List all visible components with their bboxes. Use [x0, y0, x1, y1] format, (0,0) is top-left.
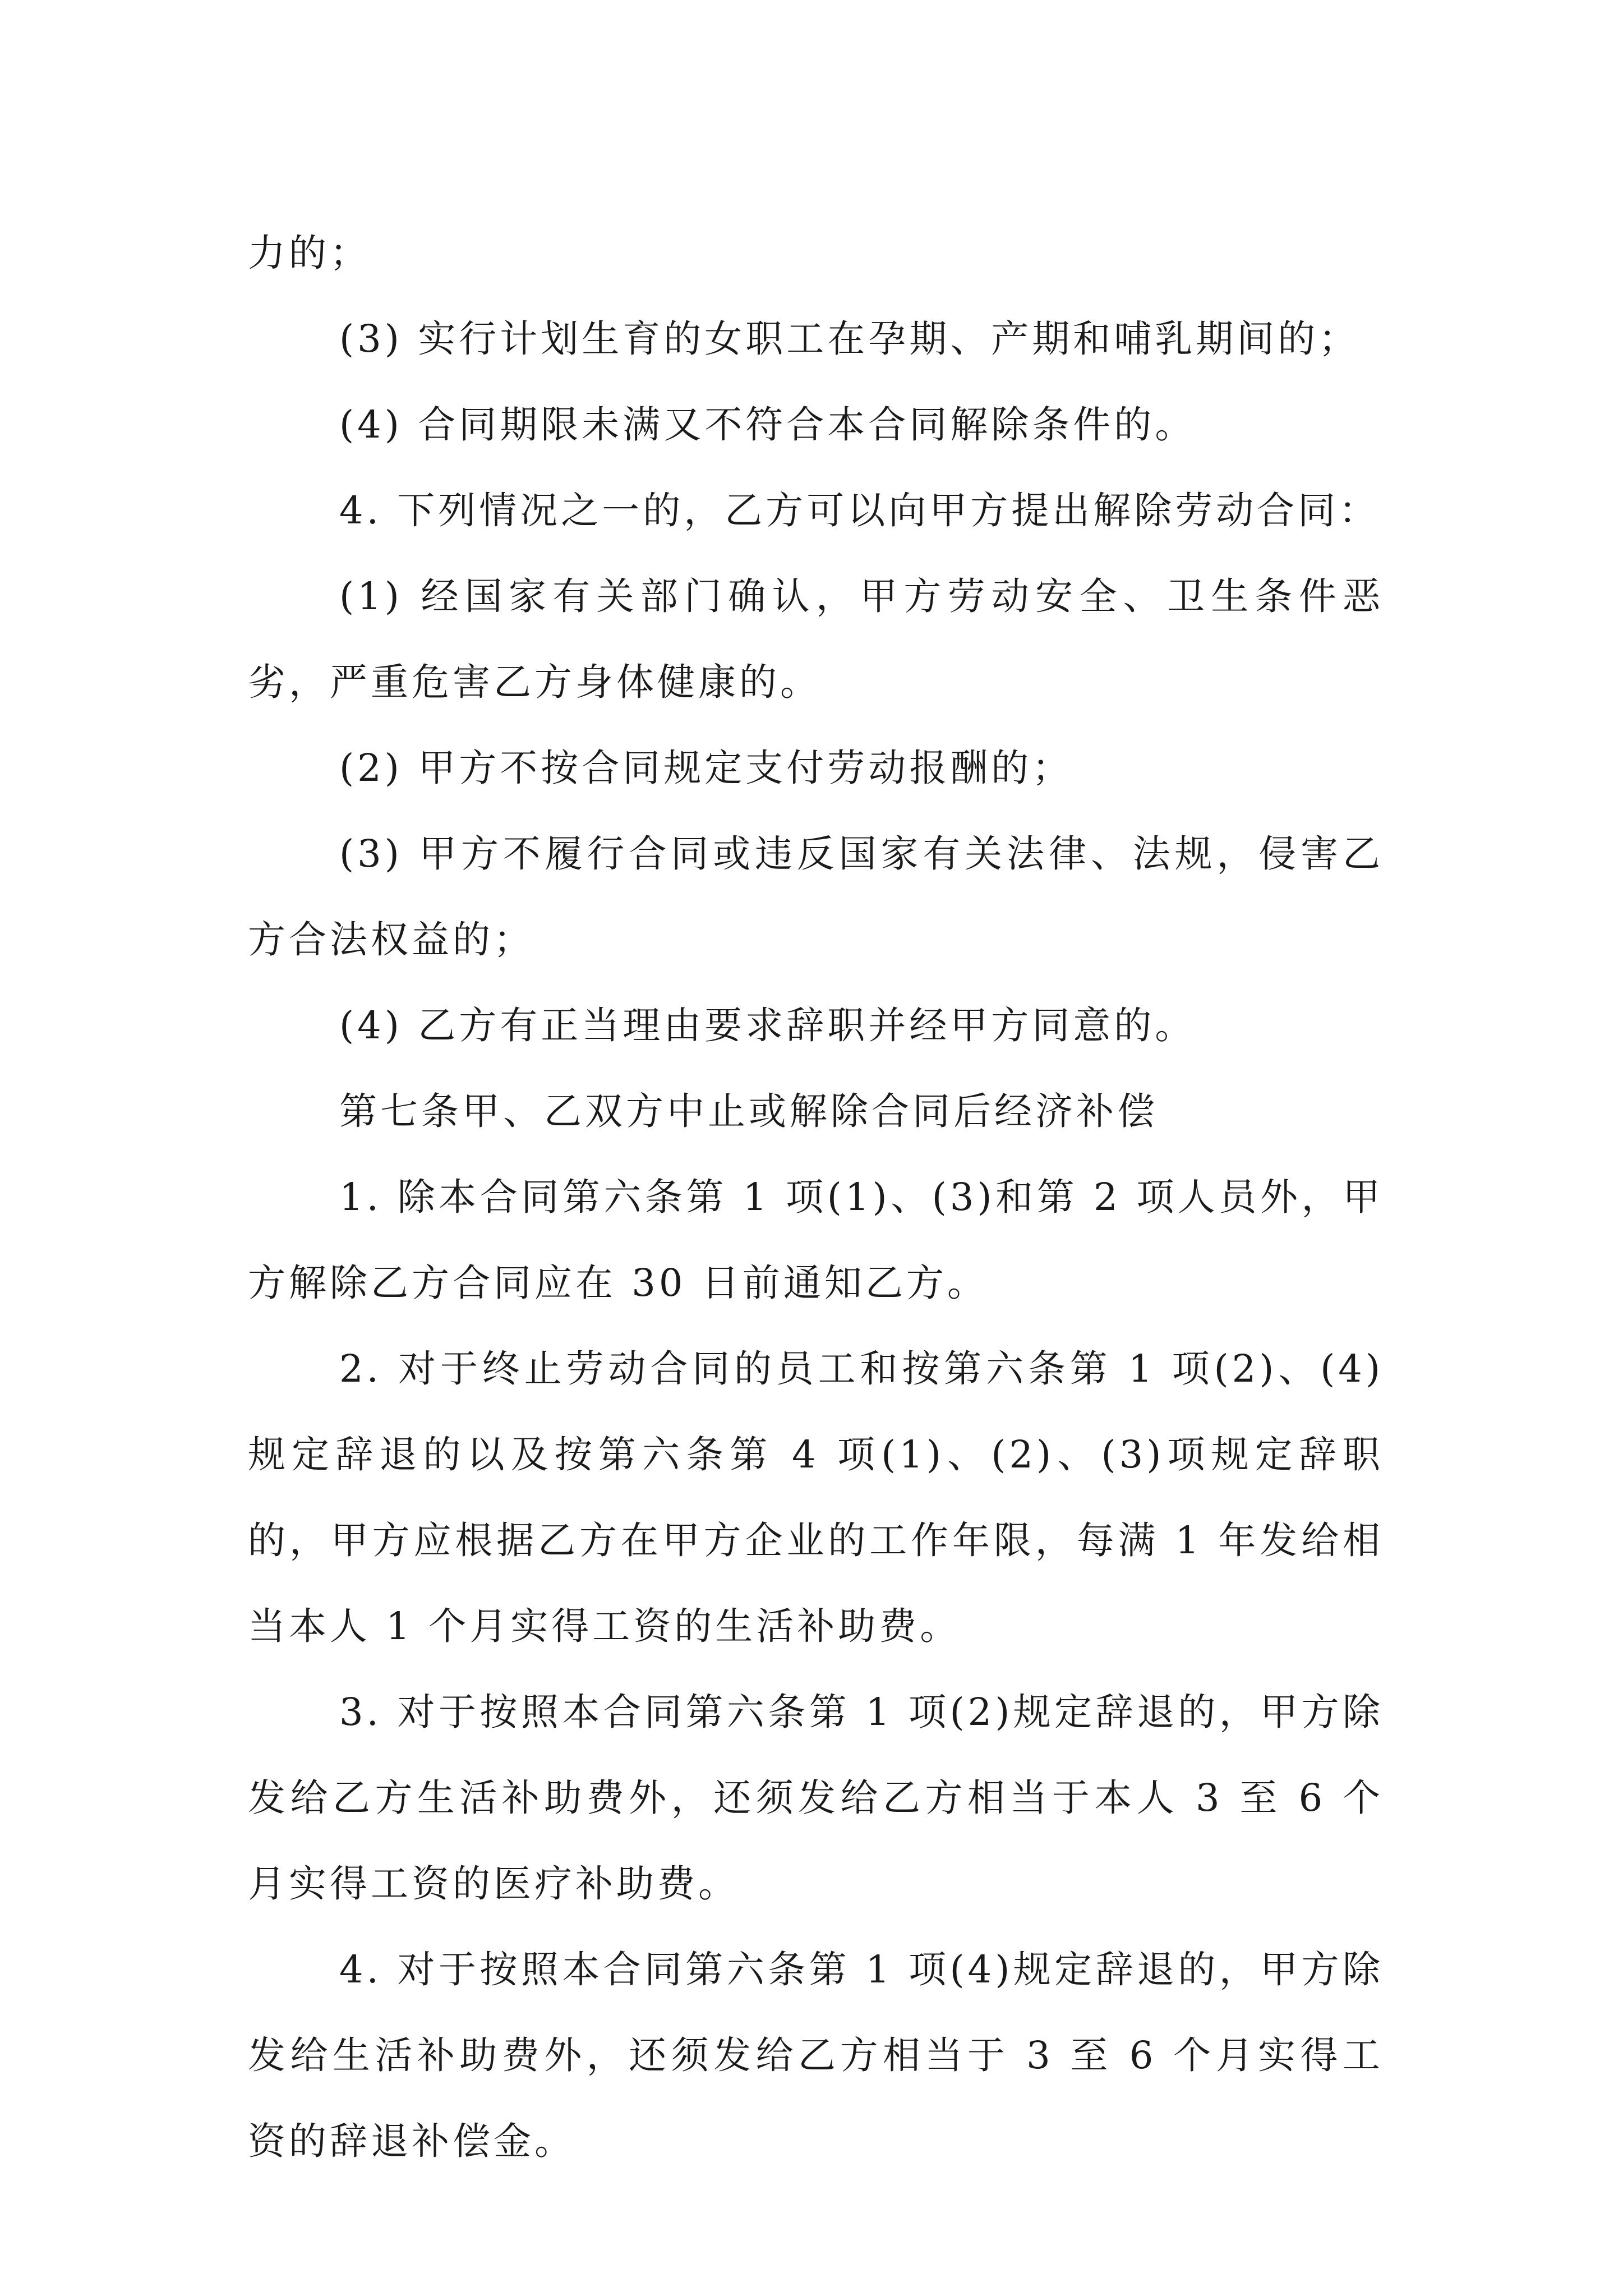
paragraph: (2) 甲方不按合同规定支付劳动报酬的； [339, 746, 1073, 790]
paragraph: 4. 对于按照本合同第六条第 1 项(4)规定辞退的，甲方除发给生活补助费外，还须发给乙方相当于 3 至 6 个月实得工资的辞退补偿金。 [248, 1948, 1384, 2163]
paragraph: (4) 合同期限未满又不符合本合同解除条件的。 [339, 403, 1196, 447]
paragraph: 2. 对于终止劳动合同的员工和按第六条第 1 项(2)、(4)规定辞退的以及按第六条第 4 项(1)、(2)、(3)项规定辞职的，甲方应根据乙方在甲方企业的工作年限，每满 1 年发给相当本人 1 个月实得工资的生活补助费。 [248, 1347, 1384, 1648]
document-body [248, 210, 1384, 2184]
paragraph: 4. 下列情况之一的，乙方可以向甲方提出解除劳动合同： [339, 489, 1380, 532]
paragraph: (3) 实行计划生育的女职工在孕期、产期和哺乳期间的； [339, 317, 1360, 361]
paragraph: (1) 经国家有关部门确认，甲方劳动安全、卫生条件恶劣，严重危害乙方身体健康的。 [248, 574, 1384, 704]
paragraph: 1. 除本合同第六条第 1 项(1)、(3)和第 2 项人员外，甲方解除乙方合同应在 30 日前通知乙方。 [248, 1175, 1384, 1305]
section-heading: 第七条甲、乙双方中止或解除合同后经济补偿 [339, 1089, 1158, 1133]
paragraph: (4) 乙方有正当理由要求辞职并经甲方同意的。 [339, 1004, 1196, 1047]
paragraph: (3) 甲方不履行合同或违反国家有关法律、法规，侵害乙方合法权益的； [248, 832, 1384, 961]
paragraph: 力的； [248, 231, 371, 275]
paragraph: 3. 对于按照本合同第六条第 1 项(2)规定辞退的，甲方除发给乙方生活补助费外，还须发给乙方相当于本人 3 至 6 个月实得工资的医疗补助费。 [248, 1690, 1384, 1906]
